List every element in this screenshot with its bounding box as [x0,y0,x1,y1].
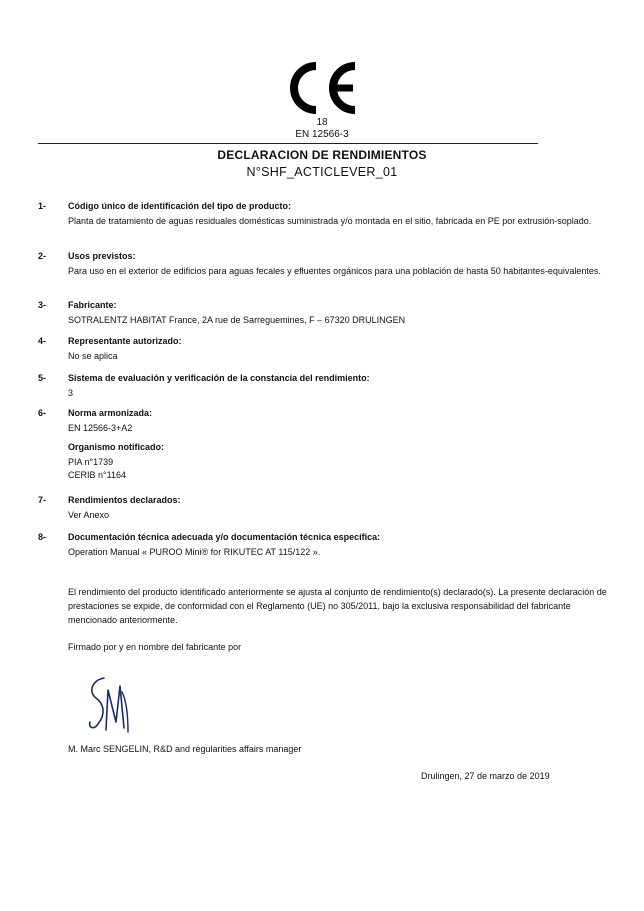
item-text: EN 12566-3+A2 [68,423,133,433]
item-heading: Norma armonizada: [68,408,153,418]
item-heading: Sistema de evaluación y verificación de la constancia del rendimiento: [68,373,370,383]
item-number: 3- [38,300,47,310]
notified-body-line: CERIB n°1164 [68,470,126,480]
item-text: Ver Anexo [68,510,110,520]
item-number: 8- [38,532,47,542]
item-number: 6- [38,408,47,418]
item-text: Operation Manual « PUROO Mini® for RIKUTEC AT 115/122 ». [68,547,321,557]
item-text: No se aplica [68,351,118,361]
place-and-date: Drulingen, 27 de marzo de 2019 [421,771,550,781]
ce-mark-logo [283,61,363,115]
notified-body-heading: Organismo notificado: [68,442,165,452]
item-heading: Código único de identificación del tipo de producto: [68,201,291,211]
item-number: 7- [38,495,47,505]
item-heading: Documentación técnica adecuada y/o documentación técnica específica: [68,532,381,542]
item-number: 5- [38,373,47,383]
item-text: Para uso en el exterior de edificios para aguas fecales y efluentes orgánicos para una población de hasta 50 habitantes-equivalentes. [68,266,601,276]
header-divider [38,143,538,144]
item-number: 4- [38,336,47,346]
signed-by-label: Firmado por y en nombre del fabricante por [68,642,242,652]
item-heading: Representante autorizado: [68,336,182,346]
conformity-statement: El rendimiento del producto identificado anteriormente se ajusta al conjunto de rendimiento(s) declarado(s). La presente declaración de prestaciones se expide, de conformidad con el Reglamento (UE) no 305/2011, bajo la exclusiva responsabilidad del fabricante mencionado anteriormente. [68,587,607,625]
item-number: 1- [38,201,47,211]
document-title: DECLARACION DE RENDIMIENTOS [217,148,427,162]
signatory-name: M. Marc SENGELIN, R&D and regularities affairs manager [68,744,302,754]
ce-standard: EN 12566-3 [295,129,349,140]
item-heading: Rendimientos declarados: [68,495,181,505]
item-heading: Usos previstos: [68,251,136,261]
handwritten-signature [82,672,138,738]
item-text: Planta de tratamiento de aguas residuales domésticas suministrada y/o montada en el sitio, fabricada en PE por extrusión-soplado. [68,216,592,226]
item-text: 3 [68,388,74,398]
notified-body-line: PIA n°1739 [68,457,114,467]
item-number: 2- [38,251,47,261]
item-heading: Fabricante: [68,300,117,310]
notified-body-number: 18 [316,117,328,128]
item-text: SOTRALENTZ HABITAT France, 2A rue de Sarreguemines, F – 67320 DRULINGEN [68,315,406,325]
document-reference: N°SHF_ACTICLEVER_01 [246,165,398,179]
